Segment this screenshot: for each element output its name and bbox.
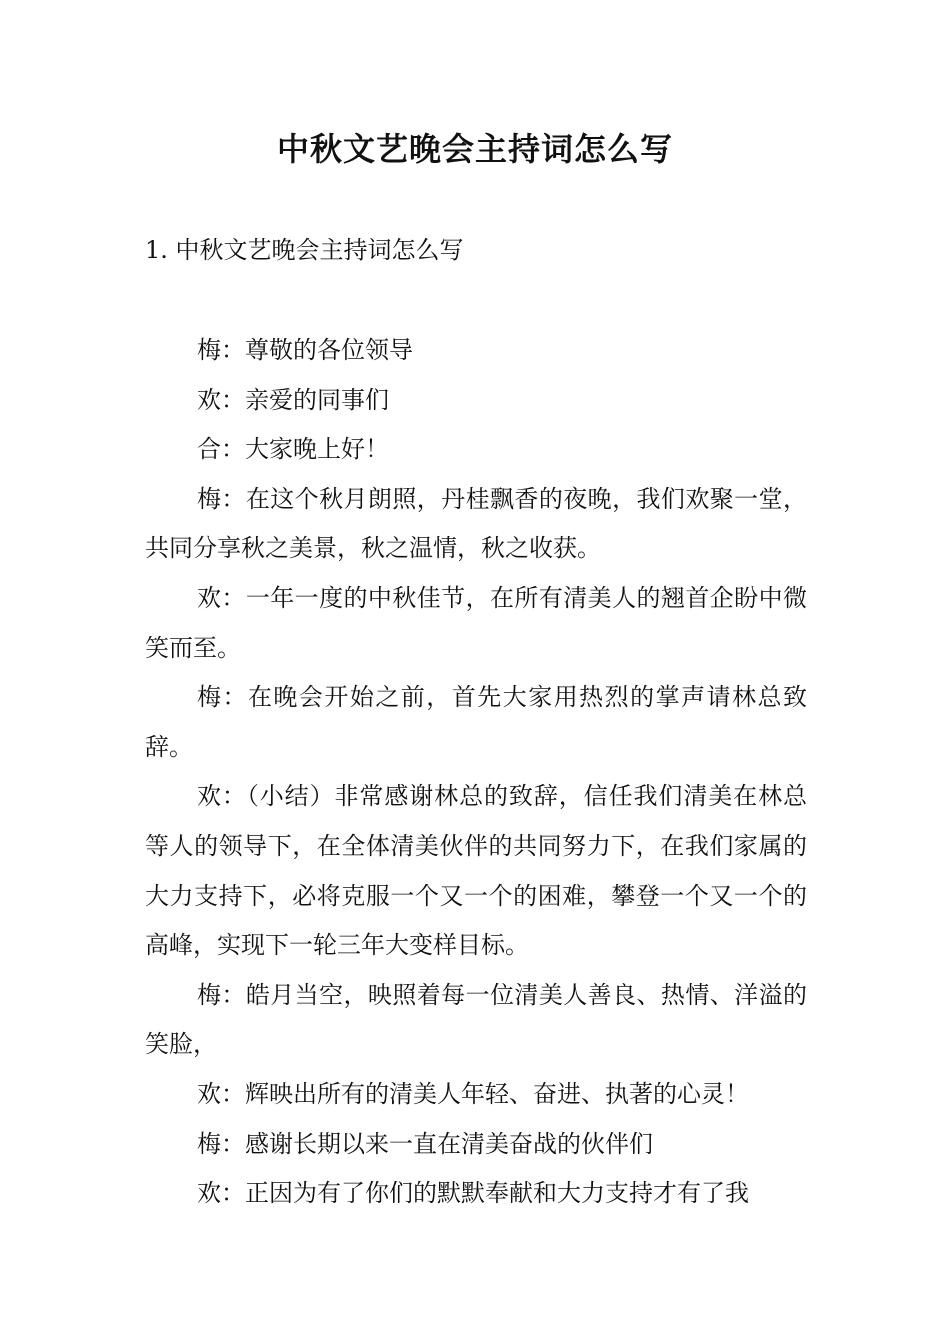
paragraph: 欢：亲爱的同事们 xyxy=(197,385,389,414)
paragraph: 欢：正因为有了你们的默默奉献和大力支持才有了我 xyxy=(197,1179,749,1208)
paragraph: 梅：尊敬的各位领导 xyxy=(197,336,413,364)
document-body xyxy=(145,326,807,1219)
paragraph: 梅：在晚会开始之前，首先大家用热烈的掌声请林总致辞。 xyxy=(145,683,807,761)
paragraph: 欢：（小结）非常感谢林总的致辞，信任我们清美在林总等人的领导下，在全体清美伙伴的共同努力下，在我们家属的大力支持下，必将克服一个又一个的困难，攀登一个又一个的高峰，实现下一轮三年大变样目标。 xyxy=(145,782,807,960)
paragraph: 梅：感谢长期以来一直在清美奋战的伙伴们 xyxy=(197,1129,653,1158)
document-title: 中秋文艺晚会主持词怎么写 xyxy=(276,130,673,168)
paragraph: 梅：在这个秋月朗照，丹桂飘香的夜晚，我们欢聚一堂，共同分享秋之美景，秋之温情，秋之收获。 xyxy=(145,484,807,563)
paragraph: 欢：辉映出所有的清美人年轻、奋进、执著的心灵！ xyxy=(197,1079,749,1108)
section-heading: 1. 中秋文艺晚会主持词怎么写 xyxy=(145,236,464,264)
paragraph: 梅：皓月当空，映照着每一位清美人善良、热情、洋溢的笑脸， xyxy=(145,980,807,1059)
paragraph: 合：大家晚上好！ xyxy=(197,435,389,464)
paragraph: 欢：一年一度的中秋佳节，在所有清美人的翘首企盼中微笑而至。 xyxy=(145,583,807,662)
